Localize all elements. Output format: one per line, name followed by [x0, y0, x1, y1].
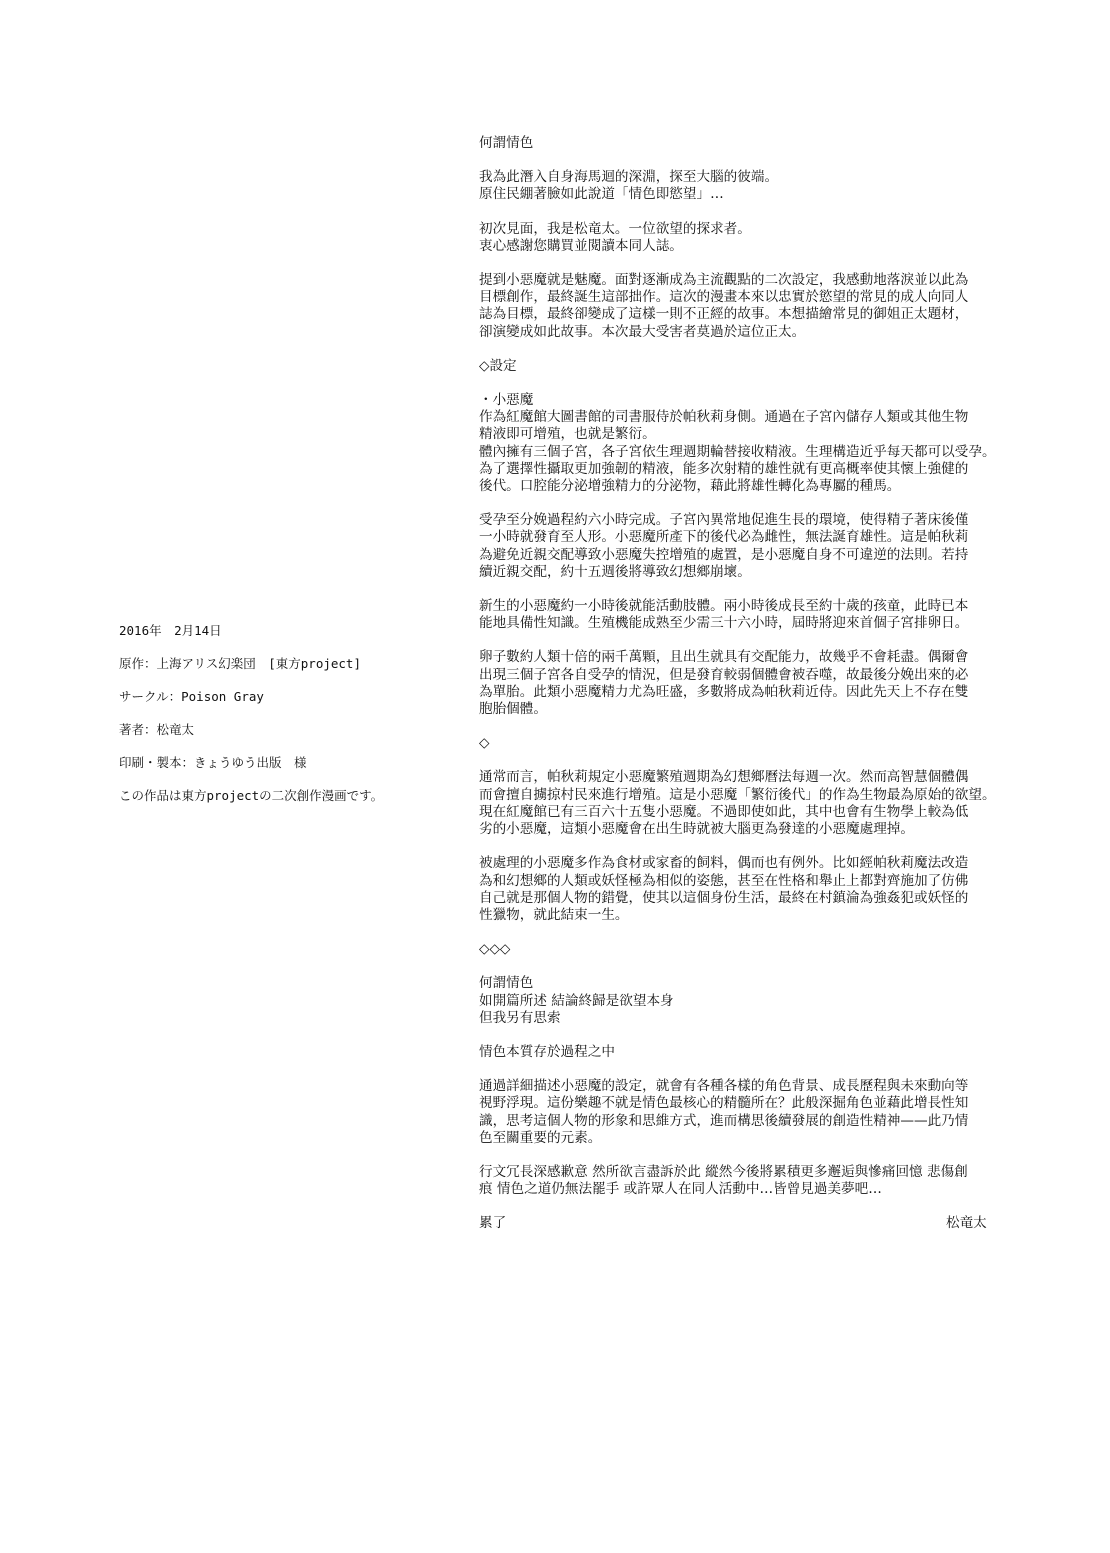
- colophon-date: 2016年 2月14日: [119, 623, 222, 638]
- text-line: 誌為目標，最終卻變成了這樣一則不正經的故事。本想描繪常見的御姐正太題材，: [479, 306, 969, 323]
- text-line: 續近親交配，約十五週後將導致幻想鄉崩壞。: [479, 563, 751, 580]
- text-line: 一小時就發育至人形。小惡魔所產下的後代必為雌性，無法誕育雄性。這是帕秋莉: [479, 529, 969, 546]
- text-line: 而會擅自擄掠村民來進行增殖。這是小惡魔「繁衍後代」的作為生物最為原始的欲望。: [479, 786, 996, 803]
- text-line: 我為此潛入自身海馬迴的深淵，探至大腦的彼端。: [479, 169, 779, 186]
- text-line: 目標創作，最終誕生這部拙作。這次的漫畫本來以忠實於慾望的常見的成人向同人: [479, 289, 969, 306]
- text-line: 提到小惡魔就是魅魔。面對逐漸成為主流觀點的二次設定，我感動地落淚並以此為: [479, 272, 969, 289]
- closing-question-paragraph: [479, 975, 1039, 1027]
- closing-remark: 累了: [479, 1215, 507, 1232]
- text-line: 受孕至分娩過程約六小時完成。子宮內異常地促進生長的環境，使得精子著床後僅: [479, 512, 969, 529]
- text-line: 劣的小惡魔，這類小惡魔會在出生時就被大腦更為發達的小惡魔處理掉。: [479, 821, 914, 838]
- afterword-greeting-paragraph: [479, 221, 1039, 255]
- closing-thesis-paragraph: [479, 1044, 1039, 1061]
- afterword: [479, 135, 1039, 1233]
- afterword-intro-paragraph: [479, 169, 1039, 203]
- colophon-note: この作品は東方projectの二次創作漫画です。: [119, 788, 384, 803]
- colophon-circle: サークル：Poison Gray: [119, 689, 264, 704]
- settings-paragraph-1: [479, 392, 1039, 495]
- text-line: 能地具備性知識。生殖機能成熟至少需三十六小時，屆時將迎來首個子宮排卵日。: [479, 615, 969, 632]
- text-line: 為避免近親交配導致小惡魔失控增殖的處置，是小惡魔自身不可違逆的法則。若持: [479, 546, 969, 563]
- settings-paragraph-6: [479, 855, 1039, 924]
- text-line: 如開篇所述 結論終歸是欲望本身: [479, 992, 674, 1009]
- section-heading-settings: [479, 358, 1039, 375]
- signature-row: [479, 1215, 1039, 1233]
- text-line: 但我另有思索: [479, 1009, 561, 1026]
- text-line: 行文冗長深感歉意 然所欲言盡訴於此 縱然今後將累積更多邂逅與慘痛回憶 悲傷創: [479, 1163, 968, 1180]
- text-line: 原住民綳著臉如此說道「情色即慾望」…: [479, 186, 724, 203]
- text-line: 色至關重要的元素。: [479, 1129, 602, 1146]
- text-line: 衷心感謝您購買並閱讀本同人誌。: [479, 237, 683, 254]
- text-line: ・小惡魔: [479, 392, 534, 409]
- text-line: ◇: [479, 735, 490, 752]
- text-line: 痕 情色之道仍無法罷手 或許眾人在同人活動中…皆曾見過美夢吧…: [479, 1181, 882, 1198]
- text-line: 現在紅魔館已有三百六十五隻小惡魔。不過即使如此，其中也會有生物學上較為低: [479, 803, 969, 820]
- settings-paragraph-3: [479, 598, 1039, 632]
- text-line: 為單胎。此類小惡魔精力尤為旺盛，多數將成為帕秋莉近侍。因此先天上不存在雙: [479, 683, 969, 700]
- text-line: 通過詳細描述小惡魔的設定，就會有各種各樣的角色背景、成長歷程與未來動向等: [479, 1078, 969, 1095]
- text-line: 何謂情色: [479, 975, 534, 992]
- text-line: 自己就是那個人物的錯覺，使其以這個身份生活，最終在村鎮淪為強姦犯或妖怪的: [479, 889, 969, 906]
- text-line: 何謂情色: [479, 135, 534, 151]
- text-line: 卵子數約人類十倍的兩千萬顆，且出生就具有交配能力，故幾乎不會耗盡。偶爾會: [479, 649, 969, 666]
- text-line: 初次見面，我是松竜太。一位欲望的探求者。: [479, 220, 751, 237]
- text-line: ◇設定: [479, 357, 517, 374]
- text-line: 為了選擇性攝取更加強韌的精液，能多次射精的雄性就有更高概率使其懷上強健的: [479, 460, 969, 477]
- colophon-printing: 印刷・製本：きょうゆう出版 様: [119, 755, 307, 770]
- closing-apology-paragraph: [479, 1164, 1039, 1198]
- text-line: 為和幻想鄉的人類或妖怪極為相似的姿態，甚至在性格和舉止上都對齊施加了仿佛: [479, 872, 969, 889]
- text-line: 被處理的小惡魔多作為食材或家畜的飼料，偶而也有例外。比如經帕秋莉魔法改造: [479, 855, 969, 872]
- colophon-author: 著者：松竜太: [119, 722, 195, 737]
- text-line: 出現三個子宮各自受孕的情況，但是發育較弱個體會被吞噬，故最後分娩出來的必: [479, 666, 969, 683]
- text-line: 性獵物，就此結束一生。: [479, 906, 629, 923]
- text-line: 體內擁有三個子宮，各子宮依生理週期輪替接收精液。生理構造近乎每天都可以受孕。: [479, 443, 996, 460]
- settings-paragraph-5: [479, 769, 1039, 838]
- afterword-motivation-paragraph: [479, 272, 1039, 341]
- text-line: 識，思考這個人物的形象和思維方式，進而構思後續發展的創造性精神——此乃情: [479, 1112, 969, 1129]
- section-divider-triple: [479, 941, 1039, 958]
- text-line: 情色本質存於過程之中: [479, 1043, 615, 1060]
- text-line: 新生的小惡魔約一小時後就能活動肢體。兩小時後成長至約十歲的孩童，此時已本: [479, 598, 969, 615]
- text-line: 視野浮現。這份樂趣不就是情色最核心的精髓所在？此般深掘角色並藉此增長性知: [479, 1095, 969, 1112]
- text-line: 通常而言，帕秋莉規定小惡魔繁殖週期為幻想鄉曆法每週一次。然而高智慧個體偶: [479, 769, 969, 786]
- closing-explanation-paragraph: [479, 1078, 1039, 1147]
- settings-paragraph-2: [479, 512, 1039, 581]
- settings-paragraph-4: [479, 649, 1039, 718]
- colophon: [119, 622, 449, 820]
- text-line: 精液即可增殖，也就是繁衍。: [479, 426, 656, 443]
- text-line: 胞胎個體。: [479, 701, 547, 718]
- colophon-original-work: 原作：上海アリス幻楽団 [東方project]: [119, 656, 361, 671]
- text-line: 作為紅魔館大圖書館的司書服侍於帕秋莉身側。通過在子宮內儲存人類或其他生物: [479, 409, 969, 426]
- afterword-title-paragraph: [479, 135, 1039, 152]
- section-divider-single: [479, 735, 1039, 752]
- text-line: ◇◇◇: [479, 941, 511, 958]
- author-signature: 松竜太: [946, 1215, 987, 1232]
- text-line: 卻演變成如此故事。本次最大受害者莫過於這位正太。: [479, 323, 806, 340]
- text-line: 後代。口腔能分泌增強精力的分泌物，藉此將雄性轉化為專屬的種馬。: [479, 478, 901, 495]
